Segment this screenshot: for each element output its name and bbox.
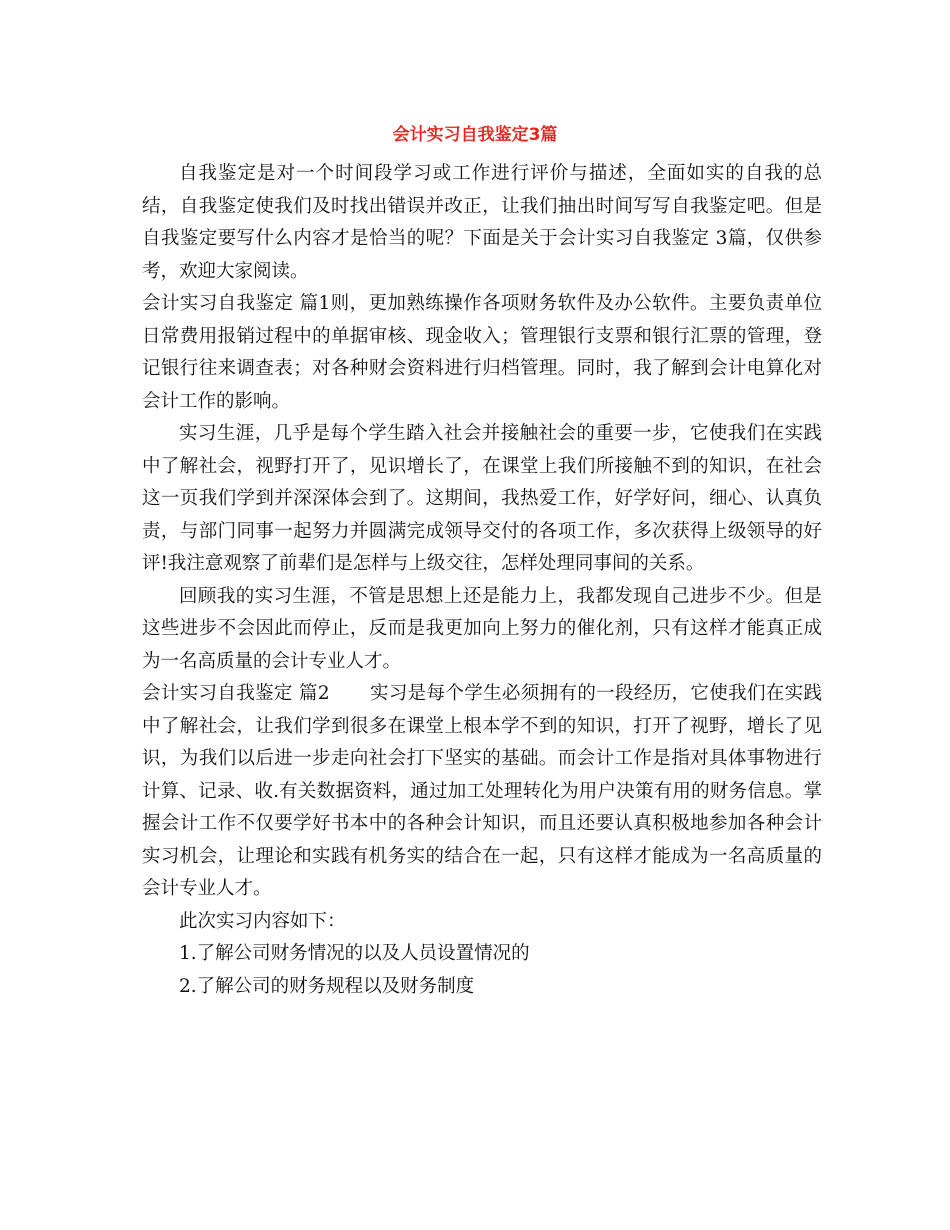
review-paragraph: 回顾我的实习生涯，不管是思想上还是能力上，我都发现自己进步不少。但是这些进步不会因此而停止，反而是我更加向上努力的催化剂，只有这样才能真正成为一名高质量的会计专业人才。 [142, 585, 822, 672]
intro-paragraph: 自我鉴定是对一个时间段学习或工作进行评价与描述，全面如实的自我的总结，自我鉴定使我们及时找出错误并改正，让我们抽出时间写写自我鉴定吧。但是自我鉴定要写什么内容才是恰当的呢？下面是关于会计实习自我鉴定 3篇，仅供参考，欢迎大家阅读。 [142, 163, 822, 282]
section-1-paragraph: 会计实习自我鉴定 篇1则，更加熟练操作各项财务软件及办公软件。主要负责单位日常费用报销过程中的单据审核、现金收入；管理银行支票和银行汇票的管理，登记银行往来调查表；对各种财会资料进行归档管理。同时，我了解到会计电算化对会计工作的影响。 [142, 293, 822, 412]
document-title: 会计实习自我鉴定3篇 [392, 125, 558, 145]
content-intro-line: 此次实习内容如下： [179, 910, 346, 932]
document-body [142, 158, 822, 1003]
section-2-paragraph [142, 678, 822, 906]
section-2-heading: 会计实习自我鉴定 篇2 [142, 683, 330, 704]
list-item: 1.了解公司财务情况的以及人员设置情况的 [179, 943, 530, 964]
section-2-text: 实习是每个学生必须拥有的一段经历，它使我们在实践中了解社会，让我们学到很多在课堂上根本学不到的知识，打开了视野，增长了见识，为我们以后进一步走向社会打下坚实的基础。而会计工作是指对具体事物进行计算、记录、收.有关数据资料，通过加工处理转化为用户决策有用的财务信息。掌握会计工作不仅要学好书本中的各种会计知识，而且还要认真积极地参加各种会计实习机会，让理论和实践有机务实的结合在一起，只有这样才能成为一名高质量的会计专业人才。 [142, 683, 822, 899]
internship-paragraph: 实习生涯，几乎是每个学生踏入社会并接触社会的重要一步，它使我们在实践中了解社会，视野打开了，见识增长了，在课堂上我们所接触不到的知识，在社会这一页我们学到并深深体会到了。这期间，我热爱工作，好学好问，细心、认真负责，与部门同事一起努力并圆满完成领导交付的各项工作，多次获得上级领导的好评!我注意观察了前辈们是怎样与上级交往，怎样处理同事间的关系。 [142, 423, 822, 574]
list-item: 2.了解公司的财务规程以及财务制度 [179, 975, 475, 997]
